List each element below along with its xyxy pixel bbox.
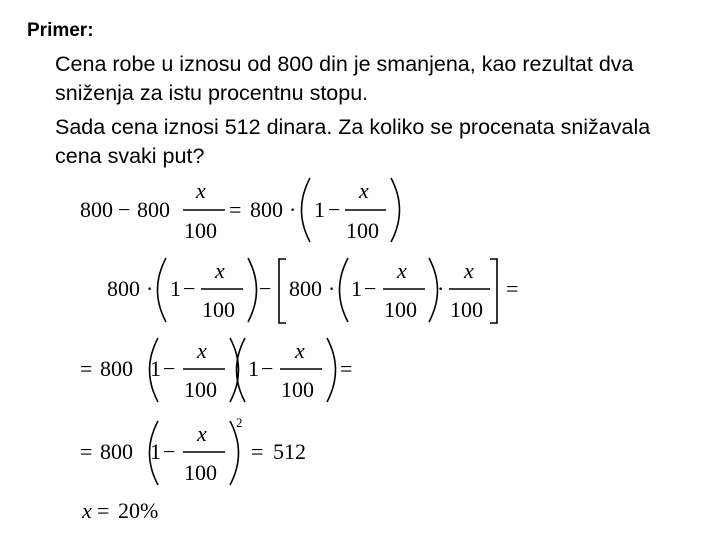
fraction-numerator: x [197, 421, 207, 446]
dot-operator: · [328, 276, 336, 301]
number: 800 [107, 276, 140, 301]
equation-line-4 [80, 415, 306, 485]
fraction-denominator: 100 [450, 297, 483, 322]
equals-sign: = [506, 276, 519, 301]
fraction-numerator: x [215, 258, 225, 283]
fraction-numerator: x [197, 338, 207, 363]
equation-line-2 [107, 258, 518, 323]
dot-operator: · [146, 276, 154, 301]
one: 1 [150, 356, 161, 381]
one: 1 [170, 276, 181, 301]
number: 800 [100, 439, 133, 464]
example-heading: Primer: [27, 20, 94, 41]
fraction-numerator: x [464, 258, 474, 283]
minus-sign: − [364, 276, 377, 301]
fraction-numerator: x [295, 338, 305, 363]
fraction-denominator: 100 [202, 297, 235, 322]
fraction-denominator: 100 [184, 377, 217, 402]
number: 512 [273, 439, 306, 464]
fraction-denominator: 100 [346, 218, 379, 243]
fraction-numerator: x [359, 178, 369, 203]
number: 800 [250, 197, 283, 222]
equation-line-3 [80, 338, 352, 402]
fraction-denominator: 100 [184, 218, 217, 243]
minus-sign: − [328, 197, 341, 222]
minus-sign: − [261, 356, 274, 381]
close-bracket [490, 259, 497, 323]
number: 800 [100, 356, 133, 381]
open-paren [302, 178, 311, 242]
equation-line-5 [81, 498, 158, 523]
problem-text-1: Cena robe u iznosu od 800 din je smanjena, kao rezultat dva sniženja za istu procentnu stopu. [55, 52, 634, 105]
open-paren [158, 258, 167, 322]
number: 800 [80, 197, 113, 222]
one: 1 [351, 276, 362, 301]
problem-text-2: Sada cena iznosi 512 dinara. Za koliko se procenata snižavala cena svaki put? [55, 115, 651, 168]
close-paren [391, 178, 400, 242]
one: 1 [248, 356, 259, 381]
minus-sign: − [163, 356, 176, 381]
dot-operator: · [437, 276, 445, 301]
one: 1 [150, 439, 161, 464]
minus-sign: − [183, 276, 196, 301]
fraction-denominator: 100 [384, 297, 417, 322]
dot-operator: · [289, 197, 297, 222]
one: 1 [314, 197, 325, 222]
answer: 20% [118, 498, 159, 523]
close-paren [230, 421, 239, 485]
number: 800 [289, 276, 322, 301]
fraction-numerator: x [397, 258, 407, 283]
minus-sign: − [163, 439, 176, 464]
equals-sign: = [251, 439, 264, 464]
variable: x [82, 498, 92, 523]
number: 800 [137, 197, 170, 222]
equals-sign: = [340, 356, 353, 381]
minus-sign: − [118, 197, 131, 222]
minus-sign: − [259, 276, 272, 301]
equals-sign: = [80, 439, 93, 464]
fraction-denominator: 100 [281, 377, 314, 402]
open-paren [340, 258, 349, 322]
equals-sign: = [229, 197, 242, 222]
close-paren [248, 258, 257, 322]
fraction-numerator: x [196, 178, 206, 203]
equals-sign: = [80, 356, 93, 381]
equals-sign: = [97, 498, 110, 523]
equation-line-1 [80, 178, 400, 243]
fraction-denominator: 100 [184, 460, 217, 485]
open-bracket [279, 259, 286, 323]
exponent: 2 [236, 415, 243, 430]
close-paren [327, 338, 336, 402]
